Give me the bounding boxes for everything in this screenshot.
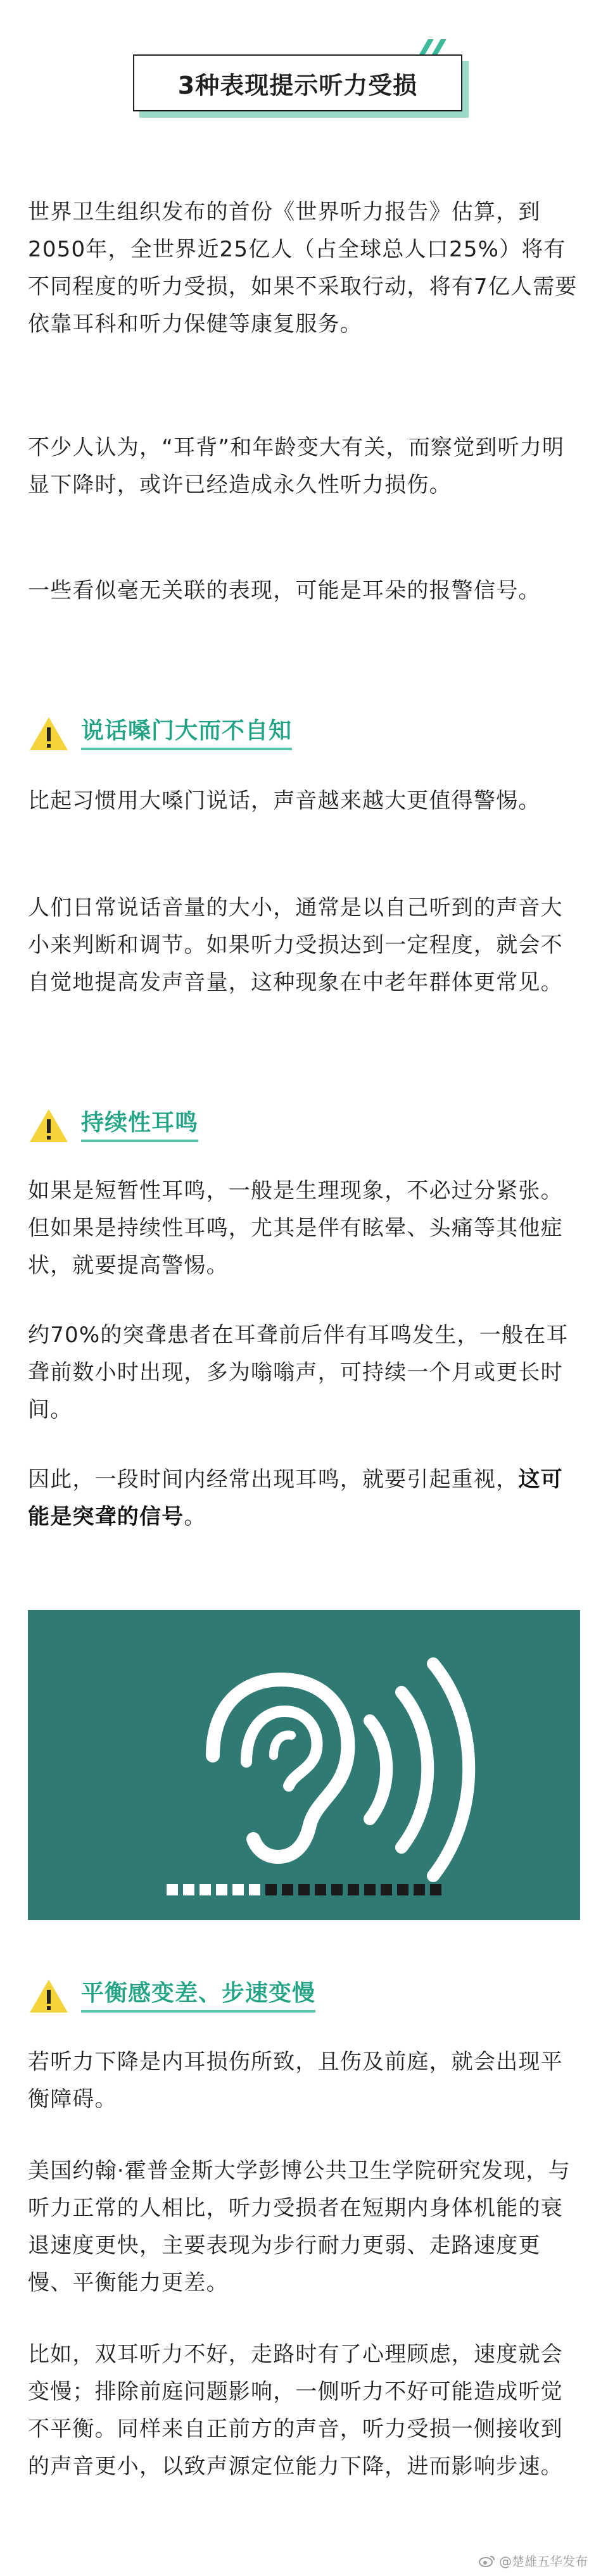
volume-bar (397, 1884, 408, 1895)
volume-bar (167, 1884, 178, 1895)
intro-paragraph: 一些看似毫无关联的表现，可能是耳朵的报警信号。 (28, 578, 541, 603)
volume-bar (430, 1884, 441, 1895)
volume-bars (167, 1884, 441, 1895)
weibo-logo-icon (479, 2554, 495, 2567)
volume-bar (298, 1884, 310, 1895)
section-paragraph: 约70%的突聋患者在耳聋前后伴有耳鸣发生，一般在耳聋前数小时出现，多为嗡嗡声，可持续一个月或更长时间。 (28, 1323, 569, 1423)
section-paragraph (28, 1461, 580, 1536)
volume-bar (381, 1884, 392, 1895)
section-heading (28, 1975, 315, 2017)
section-title: 平衡感变差、步速变慢 (81, 1980, 315, 2013)
volume-bar (414, 1884, 425, 1895)
warning-icon (28, 1977, 70, 2015)
section-paragraph: 人们日常说话音量的大小，通常是以自己听到的声音大小来判断和调节。如果听力受损达到一定程度，就会不自觉地提高发声音量，这种现象在中老年群体更常见。 (28, 895, 563, 995)
watermark-text: @楚雄五华发布 (499, 2554, 588, 2569)
volume-bar (282, 1884, 293, 1895)
volume-bar (331, 1884, 343, 1895)
section-paragraph: 如果是短暂性耳鸣，一般是生理现象，不必过分紧张。但如果是持续性耳鸣，尤其是伴有眩晕、头痛等其他症状，就要提高警惕。 (28, 1178, 563, 1278)
closing-suffix: 。 (184, 1504, 206, 1530)
volume-bar (364, 1884, 376, 1895)
section-heading (28, 1105, 198, 1147)
volume-bar (200, 1884, 211, 1895)
volume-bar (315, 1884, 326, 1895)
intro-paragraph: 不少人认为，“耳背”和年龄变大有关，而察觉到听力明显下降时，或许已经造成永久性听力损伤。 (28, 435, 565, 498)
volume-bar (249, 1884, 260, 1895)
warning-icon (28, 1107, 70, 1145)
section-heading (28, 713, 292, 755)
volume-bar (265, 1884, 277, 1895)
closing-text: 因此，一段时间内经常出现耳鸣，就要引起重视， (28, 1467, 519, 1492)
section-paragraph: 比起习惯用大嗓门说话，声音越来越大更值得警惕。 (28, 788, 541, 814)
volume-bar (183, 1884, 194, 1895)
volume-bar (232, 1884, 244, 1895)
section-title: 说话嗓门大而不自知 (81, 717, 292, 750)
ear-with-sound-waves-icon (28, 1610, 580, 1920)
watermark (479, 2551, 588, 2570)
warning-icon (28, 715, 70, 753)
page-title: 3种表现提示听力受损 (133, 54, 462, 111)
title-block (133, 54, 469, 118)
volume-bar (348, 1884, 359, 1895)
section-paragraph: 美国约翰·霍普金斯大学彭博公共卫生学院研究发现，与听力正常的人相比，听力受损者在短期内身体机能的衰退速度更快，主要表现为步行耐力更弱、走路速度更慢、平衡能力更差。 (28, 2158, 571, 2296)
ear-illustration (28, 1610, 580, 1920)
intro-paragraph: 世界卫生组织发布的首份《世界听力报告》估算，到2050年，全世界近25亿人（占全球总人口25%）将有不同程度的听力受损，如果不采取行动，将有7亿人需要依靠耳科和听力保健等康复服务。 (28, 199, 578, 337)
section-paragraph: 若听力下降是内耳损伤所致，且伤及前庭，就会出现平衡障碍。 (28, 2049, 563, 2112)
section-paragraph: 比如，双耳听力不好，走路时有了心理顾虑，速度就会变慢；排除前庭问题影响，一侧听力不好可能造成听觉不平衡。同样来自正前方的声音，听力受损一侧接收到的声音更小，以致声源定位能力下降，进而影响步速。 (28, 2342, 563, 2479)
section-title: 持续性耳鸣 (81, 1109, 198, 1142)
volume-bar (216, 1884, 227, 1895)
closing-emphasis: 这可能是突聋的信号 (28, 1467, 563, 1530)
